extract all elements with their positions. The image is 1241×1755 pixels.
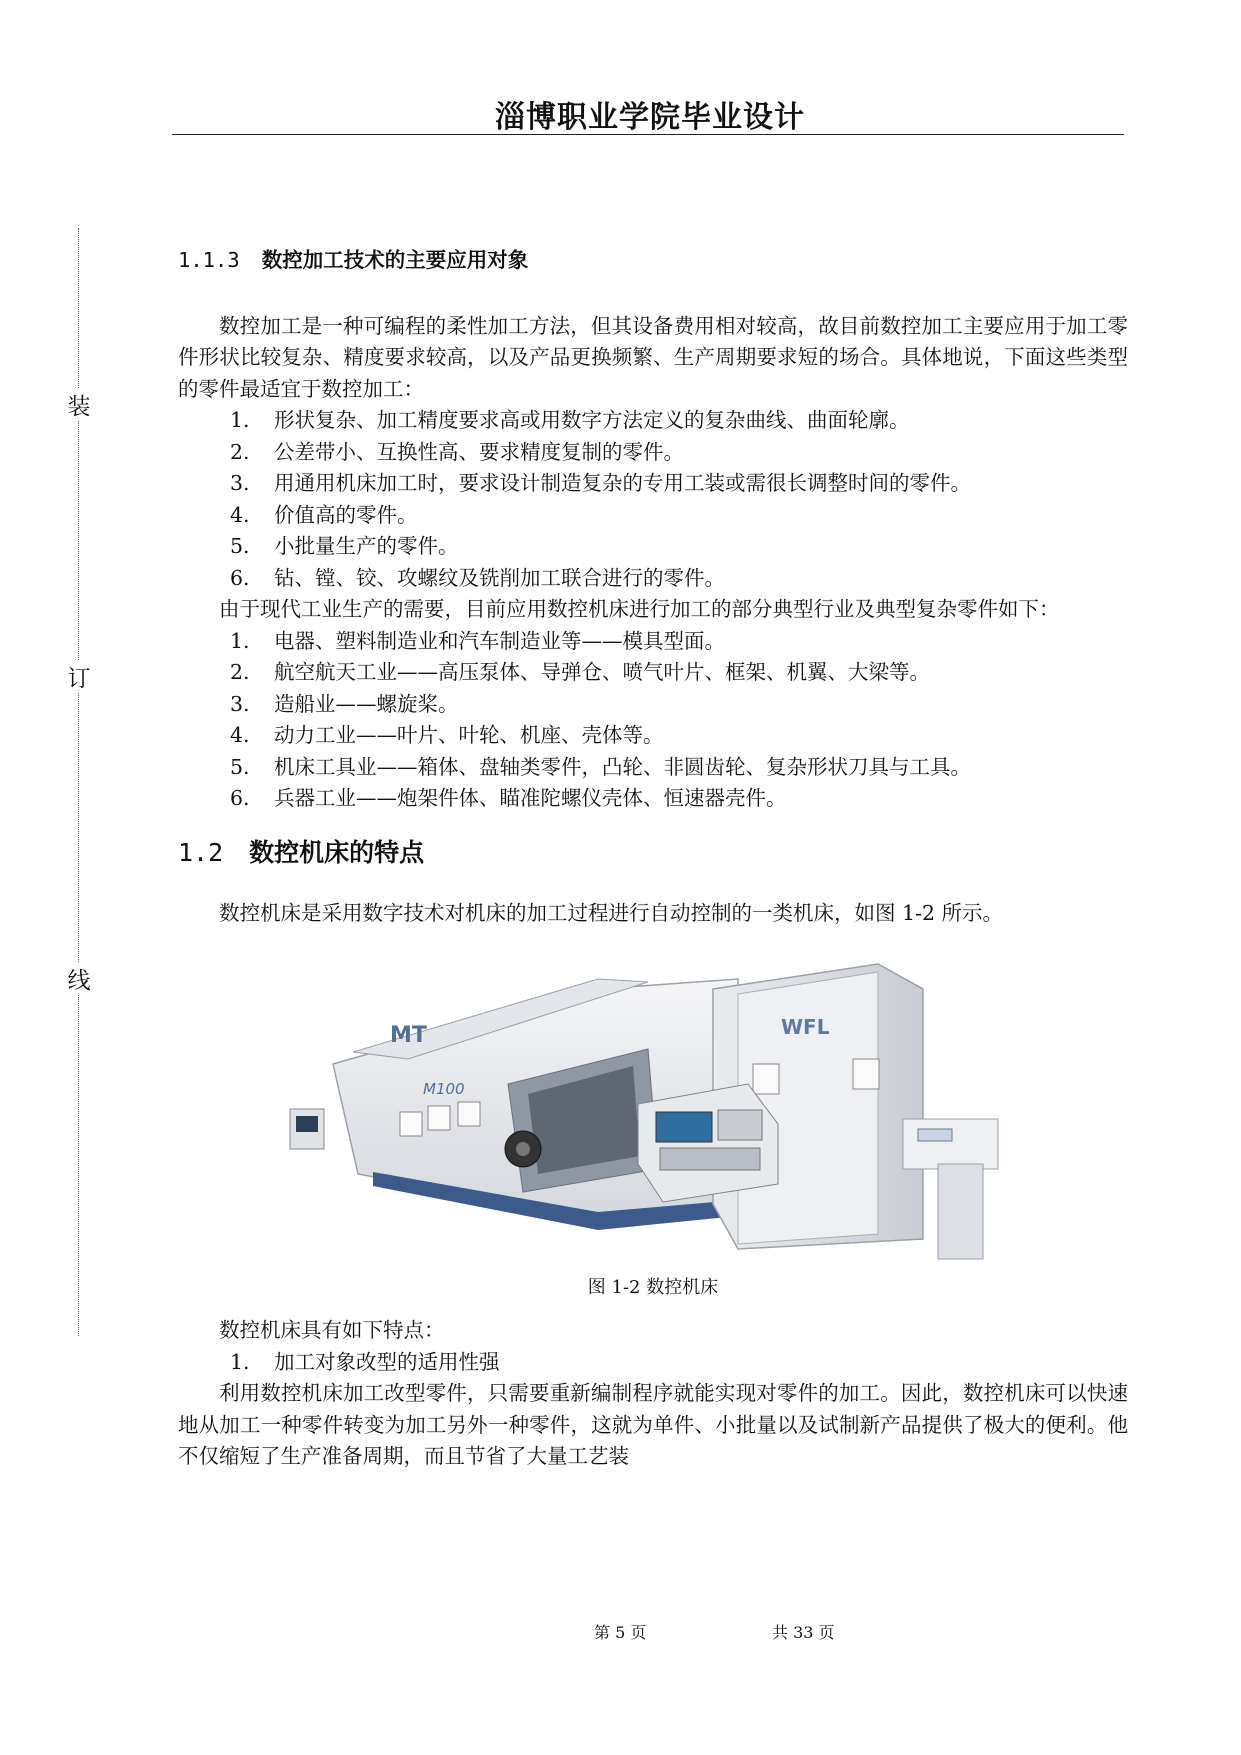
paragraph: 数控加工是一种可编程的柔性加工方法，但其设备费用相对较高，故目前数控加工主要应用于加工零件形状比较复杂、精度要求较高，以及产品更换频繁、生产周期要求短的场合。具体地说，下面这些类型的零件最适宜于数控加工： <box>178 313 1128 401</box>
cnc-machine-illustration <box>178 934 1128 1264</box>
paragraph: 数控机床具有如下特点： <box>219 1318 445 1342</box>
list-text: 公差带小、互换性高、要求精度复制的零件。 <box>274 439 684 464</box>
list-text: 价值高的零件。 <box>274 502 418 527</box>
paragraph: 由于现代工业生产的需要，目前应用数控机床进行加工的部分典型行业及典型复杂零件如下： <box>219 597 1060 621</box>
list-text: 动力工业——叶片、叶轮、机座、壳体等。 <box>274 723 664 747</box>
brand-text: WFL <box>781 1014 830 1039</box>
footer-page-number: 第 5 页 <box>594 1623 647 1642</box>
paragraph: 数控机床是采用数字技术对机床的加工过程进行自动控制的一类机床，如图 1-2 所示。 <box>219 901 1004 925</box>
list-text: 造船业——螺旋桨。 <box>274 691 459 716</box>
list-item <box>178 531 1128 563</box>
list-number: 5. <box>230 754 250 779</box>
list-text: 加工对象改型的适用性强 <box>274 1349 500 1374</box>
section-number: 1.2 <box>178 837 224 867</box>
list-text: 电器、塑料制造业和汽车制造业等——模具型面。 <box>274 628 725 653</box>
paragraph: 利用数控机床加工改型零件，只需要重新编制程序就能实现对零件的加工。因此，数控机床可以快速地从加工一种零件转变为加工另外一种零件，这就为单件、小批量以及试制新产品提供了极大的便利。他不仅缩短了生产准备周期，而且节省了大量工艺装 <box>178 1381 1128 1468</box>
list-text: 航空航天工业——高压泵体、导弹仓、喷气叶片、框架、机翼、大梁等。 <box>274 660 930 684</box>
list-item <box>178 657 1128 689</box>
header-title: 淄博职业学院毕业设计 <box>495 100 805 135</box>
list-number: 5. <box>230 534 250 558</box>
list-item <box>178 752 1128 784</box>
list-item <box>178 783 1128 815</box>
list-item <box>178 720 1128 752</box>
binding-char-zhuang: 装 <box>66 388 92 420</box>
binding-char-ding: 订 <box>66 660 92 692</box>
binding-char-xian: 线 <box>66 962 92 994</box>
list-item <box>178 626 1128 658</box>
logo-text: MT <box>390 1022 427 1048</box>
list-text: 机床工具业——箱体、盘轴类零件，凸轮、非圆齿轮、复杂形状刀具与工具。 <box>274 754 971 779</box>
list-text: 兵器工业——炮架件体、瞄准陀螺仪壳体、恒速器壳件。 <box>274 786 787 810</box>
section-number: 1.1.3 <box>178 248 240 272</box>
list-number: 2. <box>230 439 250 464</box>
list-item <box>178 689 1128 721</box>
header-rule <box>172 134 1124 135</box>
list-item <box>178 1347 1128 1379</box>
section-title: 数控加工技术的主要应用对象 <box>261 248 529 272</box>
page-content <box>178 245 1128 1473</box>
list-number: 3. <box>230 471 250 495</box>
list-number: 1. <box>230 1349 250 1374</box>
list-item <box>178 563 1128 595</box>
list-number: 4. <box>230 502 250 527</box>
list-number: 6. <box>230 786 250 810</box>
list-item <box>178 437 1128 469</box>
section-title: 数控机床的特点 <box>249 837 425 867</box>
list-text: 用通用机床加工时，要求设计制造复杂的专用工装或需很长调整时间的零件。 <box>274 471 971 495</box>
model-text: M100 <box>423 1079 465 1098</box>
list-number: 4. <box>230 723 250 747</box>
list-number: 2. <box>230 660 250 684</box>
list-number: 3. <box>230 691 250 716</box>
cnc-machine-figure <box>178 934 1128 1264</box>
footer-total-pages: 共 33 页 <box>772 1623 835 1642</box>
section-heading-1-2 <box>178 837 1128 869</box>
list-item <box>178 500 1128 532</box>
list-item <box>178 468 1128 500</box>
list-number: 1. <box>230 408 250 432</box>
list-text: 小批量生产的零件。 <box>274 534 459 558</box>
list-text: 形状复杂、加工精度要求高或用数字方法定义的复杂曲线、曲面轮廓。 <box>274 408 910 432</box>
section-heading-1-1-3 <box>178 245 1128 277</box>
figure-caption: 图 1-2 数控机床 <box>587 1276 719 1298</box>
list-number: 1. <box>230 628 250 653</box>
list-item <box>178 405 1128 437</box>
list-number: 6. <box>230 565 250 590</box>
list-text: 钻、镗、铰、攻螺纹及铣削加工联合进行的零件。 <box>274 565 725 590</box>
